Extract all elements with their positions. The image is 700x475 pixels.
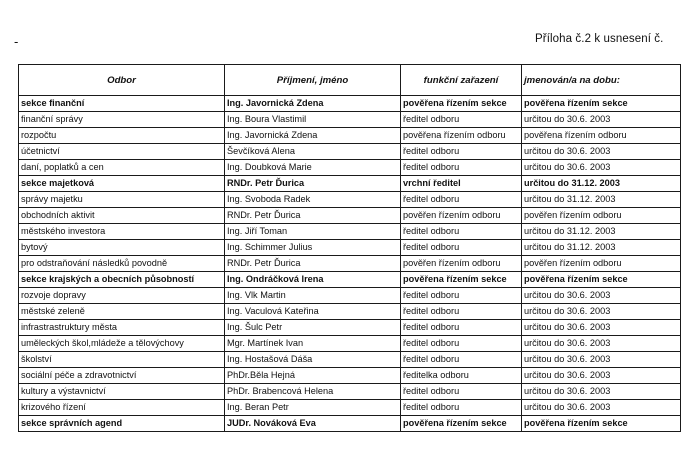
cell-jmeno: RNDr. Petr Ďurica [225,208,401,224]
cell-jmeno: Ševčíková Alena [225,144,401,160]
cell-doba: určitou do 30.6. 2003 [522,336,681,352]
cell-doba: určitou do 31.12. 2003 [522,240,681,256]
cell-doba: pověřena řízením sekce [522,272,681,288]
cell-doba: určitou do 30.6. 2003 [522,368,681,384]
cell-odbor: bytový [19,240,225,256]
table-row [19,176,681,192]
appointments-table [18,64,681,432]
cell-jmeno: Ing. Schimmer Julius [225,240,401,256]
cell-odbor: sekce finanční [19,96,225,112]
cell-funkce: pověřen řízením odboru [401,256,522,272]
cell-jmeno: Ing. Svoboda Radek [225,192,401,208]
cell-doba: určitou do 30.6. 2003 [522,112,681,128]
cell-jmeno: PhDr. Brabencová Helena [225,384,401,400]
table-row [19,96,681,112]
cell-funkce: pověřena řízením sekce [401,416,522,432]
cell-odbor: kultury a výstavnictví [19,384,225,400]
cell-odbor: infrastrastruktury města [19,320,225,336]
cell-funkce: ředitel odboru [401,336,522,352]
cell-doba: určitou do 30.6. 2003 [522,144,681,160]
table-row [19,288,681,304]
cell-funkce: vrchní ředitel [401,176,522,192]
cell-odbor: správy majetku [19,192,225,208]
table-row [19,144,681,160]
table-row [19,192,681,208]
cell-jmeno: Ing. Javornická Zdena [225,128,401,144]
cell-odbor: rozvoje dopravy [19,288,225,304]
table-body [19,96,681,432]
cell-doba: určitou do 30.6. 2003 [522,304,681,320]
cell-doba: určitou do 31.12. 2003 [522,192,681,208]
cell-jmeno: JUDr. Nováková Eva [225,416,401,432]
cell-odbor: účetnictví [19,144,225,160]
table-row [19,368,681,384]
cell-jmeno: Ing. Boura Vlastimil [225,112,401,128]
cell-odbor: krizového řízení [19,400,225,416]
cell-funkce: ředitel odboru [401,112,522,128]
cell-odbor: městské zeleně [19,304,225,320]
table-row [19,112,681,128]
cell-jmeno: PhDr.Běla Hejná [225,368,401,384]
table-row [19,256,681,272]
cell-funkce: ředitel odboru [401,384,522,400]
cell-doba: určitou do 30.6. 2003 [522,400,681,416]
cell-doba: určitou do 30.6. 2003 [522,352,681,368]
table-row [19,240,681,256]
cell-odbor: rozpočtu [19,128,225,144]
cell-funkce: ředitel odboru [401,224,522,240]
cell-jmeno: Ing. Ondráčková Irena [225,272,401,288]
cell-funkce: ředitel odboru [401,240,522,256]
table-row [19,208,681,224]
cell-funkce: pověřena řízením odboru [401,128,522,144]
table-row [19,160,681,176]
cell-doba: pověřena řízením sekce [522,96,681,112]
cell-odbor: pro odstraňování následků povodně [19,256,225,272]
table-header-row [19,65,681,96]
column-header-jmeno: Příjmení, jméno [225,65,401,96]
cell-funkce: pověřen řízením odboru [401,208,522,224]
cell-jmeno: RNDr. Petr Ďurica [225,256,401,272]
cell-odbor: uměleckých škol,mládeže a tělovýchovy [19,336,225,352]
cell-funkce: ředitel odboru [401,160,522,176]
cell-jmeno: Ing. Javornická Zdena [225,96,401,112]
cell-doba: určitou do 30.6. 2003 [522,288,681,304]
cell-funkce: pověřena řízením sekce [401,272,522,288]
table-row [19,128,681,144]
cell-odbor: obchodních aktivit [19,208,225,224]
cell-odbor: školství [19,352,225,368]
cell-doba: pověřen řízením odboru [522,208,681,224]
cell-odbor: městského investora [19,224,225,240]
cell-doba: určitou do 30.6. 2003 [522,384,681,400]
cell-doba: určitou do 30.6. 2003 [522,320,681,336]
table-row [19,384,681,400]
attachment-note: Příloha č.2 k usnesení č. [535,33,664,45]
cell-funkce: ředitelka odboru [401,368,522,384]
cell-jmeno: Ing. Beran Petr [225,400,401,416]
cell-jmeno: Mgr. Martínek Ivan [225,336,401,352]
cell-doba: pověřena řízením sekce [522,416,681,432]
cell-doba: určitou do 30.6. 2003 [522,160,681,176]
cell-funkce: ředitel odboru [401,320,522,336]
cell-odbor: sekce majetková [19,176,225,192]
table-row [19,400,681,416]
cell-doba: určitou do 31.12. 2003 [522,176,681,192]
cell-odbor: sociální péče a zdravotnictví [19,368,225,384]
table-row [19,336,681,352]
cell-funkce: ředitel odboru [401,288,522,304]
column-header-doba: jmenován/a na dobu: [522,65,681,96]
cell-funkce: ředitel odboru [401,400,522,416]
cell-jmeno: RNDr. Petr Ďurica [225,176,401,192]
cell-odbor: daní, poplatků a cen [19,160,225,176]
cell-doba: pověřena řízením odboru [522,128,681,144]
cell-funkce: ředitel odboru [401,192,522,208]
table-row [19,416,681,432]
table-row [19,304,681,320]
cell-odbor: sekce krajských a obecních působností [19,272,225,288]
table-row [19,320,681,336]
cell-jmeno: Ing. Šulc Petr [225,320,401,336]
table-row [19,352,681,368]
table-row [19,272,681,288]
column-header-odbor: Odbor [19,65,225,96]
cell-funkce: ředitel odboru [401,144,522,160]
cell-doba: pověřen řízením odboru [522,256,681,272]
cell-jmeno: Ing. Hostašová Dáša [225,352,401,368]
dash-mark: - [14,34,19,49]
cell-jmeno: Ing. Vaculová Kateřina [225,304,401,320]
cell-jmeno: Ing. Jiří Toman [225,224,401,240]
cell-jmeno: Ing. Vlk Martin [225,288,401,304]
cell-odbor: sekce správních agend [19,416,225,432]
cell-funkce: pověřena řízením sekce [401,96,522,112]
cell-funkce: ředitel odboru [401,352,522,368]
cell-odbor: finanční správy [19,112,225,128]
cell-doba: určitou do 31.12. 2003 [522,224,681,240]
column-header-funkce: funkční zařazení [401,65,522,96]
table-row [19,224,681,240]
cell-funkce: ředitel odboru [401,304,522,320]
cell-jmeno: Ing. Doubková Marie [225,160,401,176]
